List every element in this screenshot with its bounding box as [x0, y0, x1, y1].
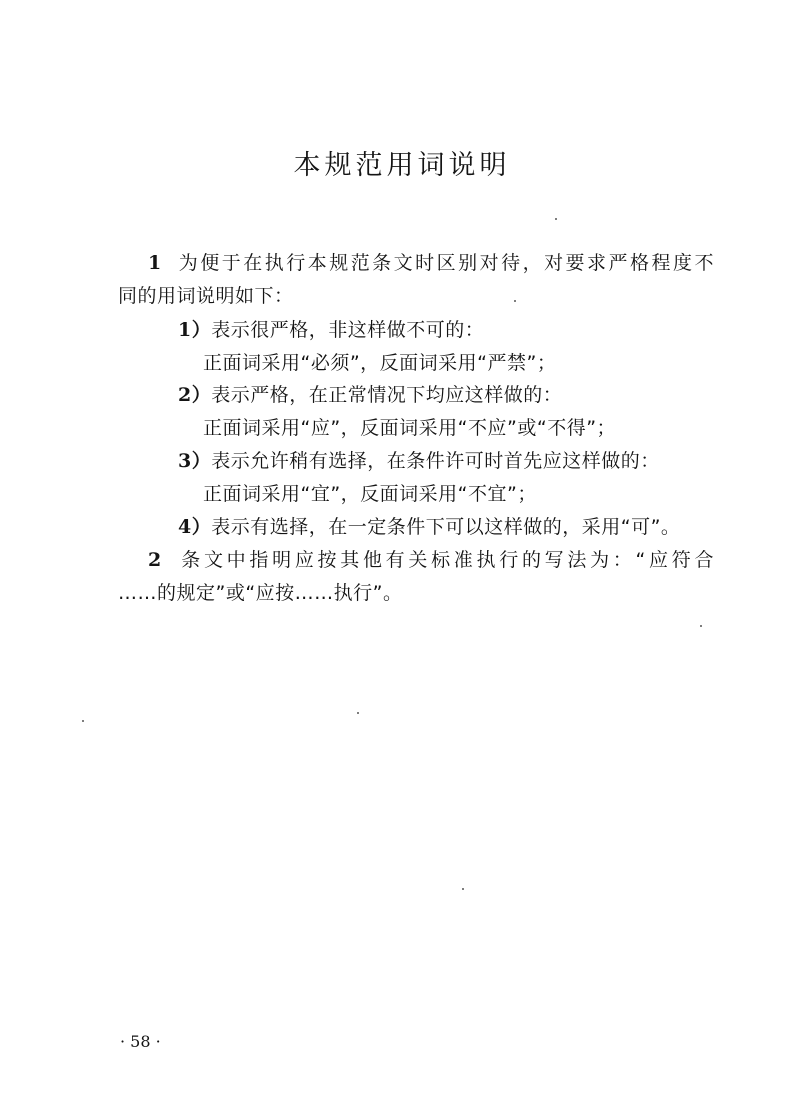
subitem-2-number: 2） [178, 384, 212, 406]
scan-speck [82, 720, 84, 722]
subitem-3-number: 3） [178, 450, 212, 472]
subitem-1-detail: 正面词采用“必须”，反面词采用“严禁”； [203, 352, 557, 374]
subitem-2-text: 表示严格，在正常情况下均应这样做的： [211, 384, 563, 406]
scan-speck [514, 300, 516, 302]
page-number: · 58 · [120, 1032, 161, 1051]
scan-speck [462, 888, 464, 890]
scan-speck [555, 218, 557, 220]
page-title: 本规范用词说明 [293, 150, 511, 181]
subitem-2-detail: 正面词采用“应”，反面词采用“不应”或“不得”； [203, 417, 617, 439]
scan-speck [357, 712, 359, 714]
subitem-4 [178, 512, 680, 539]
subitem-2 [178, 380, 562, 407]
subitem-4-text: 表示有选择，在一定条件下可以这样做的，采用“可”。 [211, 516, 681, 538]
subitem-1-number: 1） [178, 319, 212, 341]
item-1-line-2: 同的用词说明如下： [118, 285, 294, 307]
subitem-1 [178, 315, 484, 342]
item-2-text-line-1: 条文中指明应按其他有关标准执行的写法为：“应符合 [181, 549, 714, 571]
subitem-1-text: 表示很严格，非这样做不可的： [211, 319, 485, 341]
item-1-text-line-1: 为便于在执行本规范条文时区别对待，对要求严格程度不 [178, 252, 714, 274]
item-2-line-1 [148, 545, 714, 572]
subitem-3-detail: 正面词采用“宜”，反面词采用“不宜”； [203, 483, 537, 505]
scan-speck [700, 625, 702, 627]
item-2-line-2: ……的规定”或“应按……执行”。 [118, 582, 403, 604]
subitem-3 [178, 446, 660, 473]
subitem-4-number: 4） [178, 516, 212, 538]
item-2-number: 2 [148, 549, 162, 571]
item-1-number: 1 [148, 252, 162, 274]
item-1-line-1 [148, 248, 714, 275]
subitem-3-text: 表示允许稍有选择，在条件许可时首先应这样做的： [211, 450, 660, 472]
